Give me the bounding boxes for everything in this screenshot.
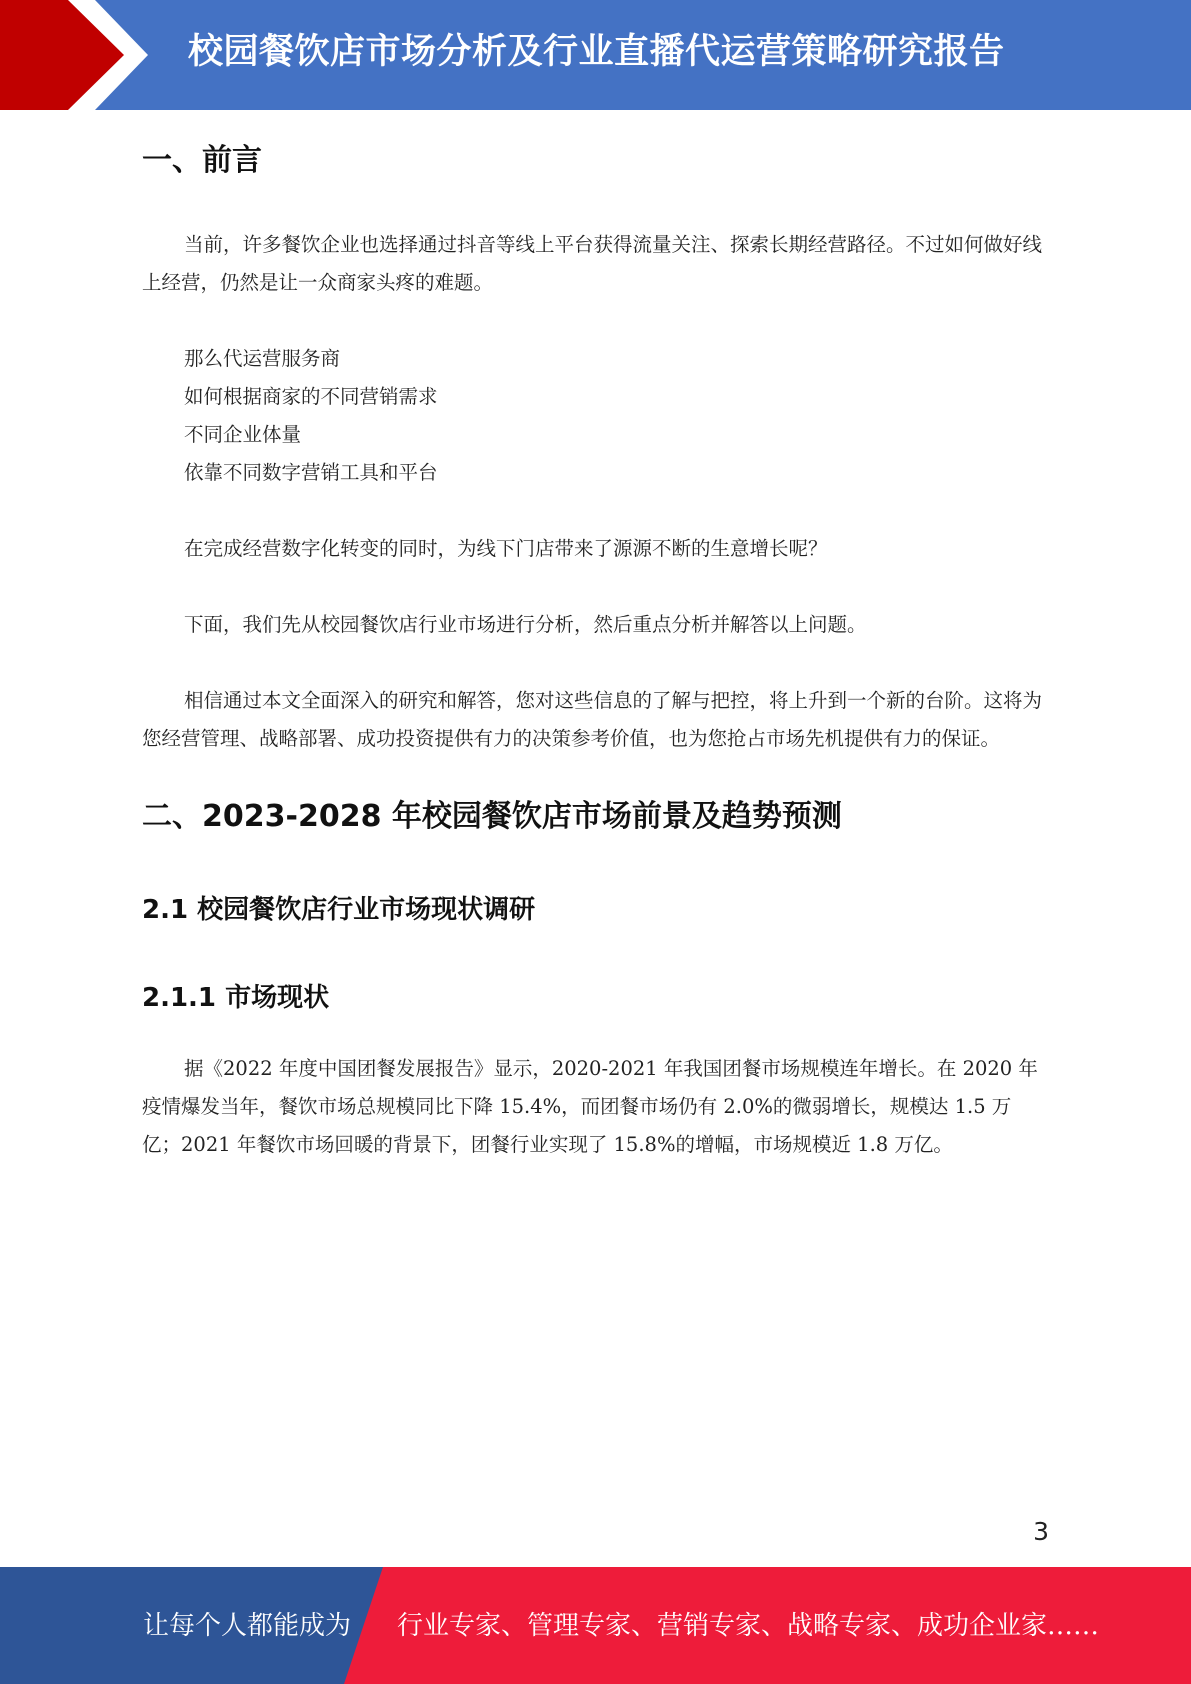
page-number: 3 <box>1033 1517 1049 1546</box>
preface-line: 不同企业体量 <box>184 423 302 446</box>
preface-paragraph-2: 在完成经营数字化转变的同时，为线下门店带来了源源不断的生意增长呢？ <box>184 537 828 560</box>
header-banner <box>0 0 1191 110</box>
footer-slogan-left: 让每个人都能成为 <box>143 1611 352 1641</box>
preface-paragraph-3: 下面，我们先从校园餐饮店行业市场进行分析，然后重点分析并解答以上问题。 <box>184 613 867 636</box>
preface-line: 如何根据商家的不同营销需求 <box>184 385 438 408</box>
preface-heading: 一、前言 <box>142 143 262 178</box>
footer-banner <box>0 1567 1191 1684</box>
subsection-2-1-heading: 2.1 校园餐饮店行业市场现状调研 <box>142 895 536 925</box>
preface-line: 依靠不同数字营销工具和平台 <box>184 461 438 484</box>
preface-question-lines <box>142 340 1047 492</box>
market-status-paragraph: 据《2022 年度中国团餐发展报告》显示，2020-2021 年我国团餐市场规模连年增长。在 2020 年疫情爆发当年，餐饮市场总规模同比下降 15.4%，而团餐市场仍有 2.0%的微弱增长，规模达 1.5 万亿；2021 年餐饮市场回暖的背景下，团餐行业实现了 15.8%的增幅，市场规模近 1.8 万亿。 <box>142 1057 1038 1156</box>
preface-paragraph-1: 当前，许多餐饮企业也选择通过抖音等线上平台获得流量关注、探索长期经营路径。不过如何做好线上经营，仍然是让一众商家头疼的难题。 <box>142 233 1043 294</box>
footer-slogan-right: 行业专家、管理专家、营销专家、战略专家、成功企业家…… <box>397 1611 1100 1641</box>
report-title: 校园餐饮店市场分析及行业直播代运营策略研究报告 <box>188 32 1005 72</box>
section-2-heading: 二、2023-2028 年校园餐饮店市场前景及趋势预测 <box>142 799 842 834</box>
preface-paragraph-4: 相信通过本文全面深入的研究和解答，您对这些信息的了解与把控，将上升到一个新的台阶。这将为您经营管理、战略部署、成功投资提供有力的决策参考价值，也为您抢占市场先机提供有力的保证。 <box>142 689 1043 750</box>
subsection-2-1-1-heading: 2.1.1 市场现状 <box>142 983 330 1013</box>
preface-line: 那么代运营服务商 <box>184 347 341 370</box>
document-body <box>142 138 1047 1164</box>
